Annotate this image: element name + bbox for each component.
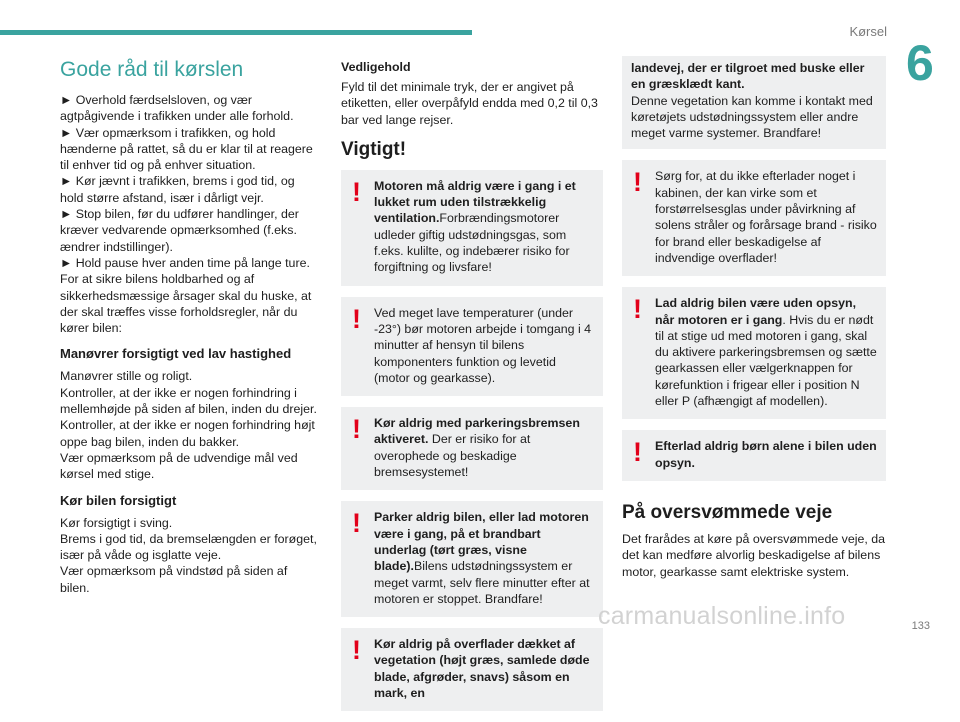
- text-line: Vær opmærksom på de udvendige mål ved kørsel med stige.: [60, 450, 298, 482]
- exclamation-icon: !: [352, 176, 361, 207]
- important-heading: Vigtigt!: [341, 138, 407, 160]
- paragraph: For at sikre bilens holdbarhed og af sikkerhedsmæssige årsager skal du huske, at der skal træffes visse forholdsregler, når du kører bilen:: [60, 272, 312, 336]
- warning-box: [622, 287, 886, 419]
- exclamation-icon: !: [633, 167, 642, 198]
- bullet-item: ► Vær opmærksom i trafikken, og hold hænderne på rattet, så du er klar til at reagere til enhver tid og på enhver situation.: [60, 125, 313, 173]
- exclamation-icon: !: [352, 414, 361, 445]
- warning-box: [341, 170, 603, 286]
- warning-bold: Efterlad aldrig børn alene i bilen uden opsyn.: [655, 439, 877, 470]
- page-number: 133: [911, 620, 930, 632]
- warning-body: Forbrændingsmotorer udleder giftig udstødningsgas, som f.eks. kulilte, og indebærer risiko for forgiftning og livsfare!: [374, 211, 570, 275]
- warning-text: [350, 509, 594, 607]
- text-line: Manøvrer stille og roligt.: [60, 369, 193, 384]
- paragraph-flooded-roads: Det frarådes at køre på oversvømmede veje, da det kan medføre alvorlig beskadigelse af bilens motor, gearkasse samt elektriske system.: [622, 531, 886, 579]
- warning-bold: Motoren må aldrig være i gang i et lukket rum uden tilstrækkelig ventilation.: [374, 178, 576, 226]
- page-title: Gode råd til kørslen: [60, 58, 244, 81]
- warning-text: [350, 636, 594, 701]
- column-2: [341, 56, 603, 722]
- column-1: [60, 56, 320, 596]
- text-line: Kontroller, at der ikke er nogen forhindring højt oppe bag bilen, inden du bakker.: [60, 418, 315, 449]
- warning-body: . Hvis du er nødt til at stige ud med motoren i gang, skal du aktivere parkeringsbremsen og sætte gearkassen eller vælgerknappen for kørefunktion i frigear eller i position N eller P (afhængigt af modellen).: [655, 312, 877, 409]
- flooded-roads-heading: På oversvømmede veje: [622, 501, 833, 523]
- warning-body: Der er risiko for at overophede og beskadige bremsesystemet!: [374, 432, 531, 480]
- warning-bold: Kør aldrig på overflader dækket af vegetation (højt græs, samlede døde blade, afgrøder, snavs) såsom en mark, en: [374, 637, 590, 701]
- top-accent-bar: [0, 30, 472, 35]
- warning-text: [631, 295, 877, 409]
- text-line: Brems i god tid, da bremselængden er forøget, især på våde og isglatte veje.: [60, 531, 317, 563]
- warning-box: [341, 628, 603, 711]
- bullet-item: ► Hold pause hver anden time på lange ture.: [60, 255, 310, 270]
- warning-box: [341, 407, 603, 490]
- warning-box: [341, 501, 603, 617]
- warning-text: [631, 168, 877, 266]
- paragraph-low-speed: [60, 368, 320, 482]
- paragraph-drive-carefully: [60, 515, 320, 596]
- warning-text: [350, 178, 594, 276]
- warning-bold: Lad aldrig bilen være uden opsyn, når motoren er i gang: [655, 296, 857, 327]
- subheading-drive-carefully: Kør bilen forsigtigt: [60, 492, 177, 508]
- exclamation-icon: !: [352, 635, 361, 666]
- warning-text: [350, 415, 594, 480]
- warning-bold: Parker aldrig bilen, eller lad motoren være i gang, på et brandbart underlag (tørt græs, visne blade).: [374, 510, 589, 574]
- warning-box: [341, 297, 603, 396]
- warning-text: [631, 438, 877, 471]
- text-line: Kør forsigtigt i sving.: [60, 515, 173, 530]
- warning-body: Denne vegetation kan komme i kontakt med køretøjets udstødningssystem eller andre meget varme systemer. Brandfare!: [631, 93, 873, 141]
- exclamation-icon: !: [633, 294, 642, 325]
- exclamation-icon: !: [352, 508, 361, 539]
- bullet-item: ► Stop bilen, før du udfører handlinger, der kræver vedvarende opmærksomhed (f.eks. ændrer indstillinger).: [60, 207, 299, 254]
- warning-body: Bilens udstødningssystem er meget varmt, selv flere minutter efter at motoren er stoppet. Brandfare!: [374, 559, 590, 606]
- warning-box: [622, 160, 886, 276]
- text-line: Vær opmærksom på vindstød på siden af bilen.: [60, 564, 288, 595]
- bullet-list: [60, 92, 320, 271]
- warning-bold: Kør aldrig med parkeringsbremsen aktiveret.: [374, 416, 580, 447]
- text-line: Kontroller, at der ikke er nogen forhindring i mellemhøjde på siden af bilen, inden du drejer.: [60, 385, 317, 417]
- header-title: Kørsel: [849, 24, 887, 39]
- subheading-maintenance: Vedligehold: [341, 60, 411, 74]
- warning-box: [622, 430, 886, 481]
- warning-box-continued: [622, 56, 886, 149]
- warning-bold: landevej, der er tilgroet med buske eller en græsklædt kant.: [631, 61, 865, 92]
- watermark: carmanualsonline.info: [598, 602, 846, 630]
- paragraph-maintenance: Fyld til det minimale tryk, der er angivet på etiketten, eller overpåfyld endda med 0,2 til 0,3 bar ved lange rejser.: [341, 80, 598, 127]
- exclamation-icon: !: [352, 303, 361, 334]
- column-3: [622, 56, 886, 580]
- subheading-low-speed: Manøvrer forsigtigt ved lav hastighed: [60, 346, 292, 362]
- exclamation-icon: !: [633, 437, 642, 468]
- warning-body: Sørg for, at du ikke efterlader noget i kabinen, der kan virke som et forstørrelsesglas under påvirkning af solens stråler og forårsage brand - risiko for brand eller beskadigelse af indvendige overflader!: [655, 169, 877, 265]
- chapter-number: 6: [906, 35, 934, 91]
- bullet-item: ► Kør jævnt i trafikken, brems i god tid, og hold større afstand, især i dårligt vejr.: [60, 174, 295, 205]
- bullet-item: ► Overhold færdselsloven, og vær agtpågivende i trafikken under alle forhold.: [60, 93, 294, 124]
- warning-body: Ved meget lave temperaturer (under -23°) bør motoren arbejde i tomgang i 4 minutter af hensyn til bilens komponenters funktion og levetid (motor og gearkasse).: [374, 305, 592, 385]
- warning-text: [350, 305, 594, 386]
